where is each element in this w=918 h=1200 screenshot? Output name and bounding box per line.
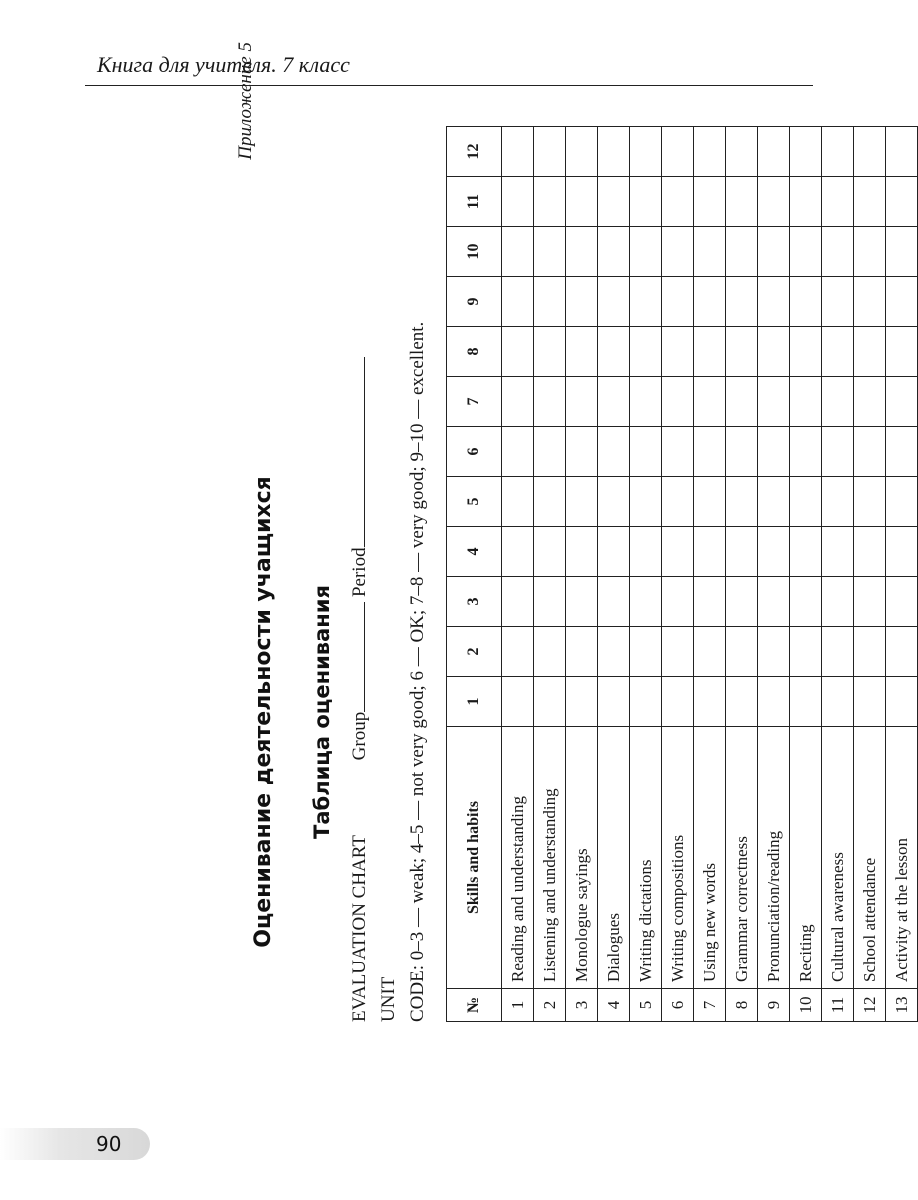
- score-cell: [566, 577, 598, 627]
- skill-name: Cultural awareness: [822, 727, 854, 989]
- score-cell: [534, 327, 566, 377]
- score-cell: [822, 277, 854, 327]
- score-cell: [534, 627, 566, 677]
- score-cell: [886, 377, 918, 427]
- score-cell: [758, 527, 790, 577]
- table-row: [886, 127, 918, 1022]
- column-header-3: 3: [447, 577, 502, 627]
- table-row: [822, 127, 854, 1022]
- skill-name: Reading and understanding: [502, 727, 534, 989]
- score-cell: [534, 127, 566, 177]
- score-cell: [662, 477, 694, 527]
- score-cell: [662, 127, 694, 177]
- column-header-8: 8: [447, 327, 502, 377]
- score-cell: [822, 677, 854, 727]
- score-cell: [694, 127, 726, 177]
- score-cell: [694, 277, 726, 327]
- table-row: [630, 127, 662, 1022]
- score-cell: [822, 227, 854, 277]
- score-cell: [566, 477, 598, 527]
- score-cell: [534, 177, 566, 227]
- score-cell: [566, 177, 598, 227]
- code-line: [407, 322, 429, 1022]
- column-header-9: 9: [447, 277, 502, 327]
- score-cell: [726, 627, 758, 677]
- table-row: [662, 127, 694, 1022]
- score-cell: [886, 177, 918, 227]
- score-cell: [694, 627, 726, 677]
- rotated-content: [227, 42, 911, 1162]
- score-cell: [630, 577, 662, 627]
- score-cell: [886, 627, 918, 677]
- score-cell: [822, 127, 854, 177]
- score-cell: [854, 477, 886, 527]
- score-cell: [758, 227, 790, 277]
- row-number: 5: [630, 989, 662, 1022]
- score-cell: [694, 577, 726, 627]
- score-cell: [630, 327, 662, 377]
- period-blank: [348, 357, 365, 547]
- score-cell: [694, 527, 726, 577]
- score-cell: [534, 577, 566, 627]
- score-cell: [822, 527, 854, 577]
- row-number: 3: [566, 989, 598, 1022]
- score-cell: [534, 677, 566, 727]
- unit-line: [378, 977, 400, 1022]
- score-cell: [854, 177, 886, 227]
- score-cell: [630, 427, 662, 477]
- score-cell: [854, 677, 886, 727]
- score-cell: [726, 227, 758, 277]
- score-cell: [630, 677, 662, 727]
- page-title: Оценивание деятельности учащихся: [251, 476, 276, 948]
- score-cell: [822, 377, 854, 427]
- score-cell: [854, 377, 886, 427]
- score-cell: [566, 277, 598, 327]
- score-cell: [726, 527, 758, 577]
- score-cell: [822, 477, 854, 527]
- score-cell: [662, 227, 694, 277]
- score-cell: [886, 577, 918, 627]
- score-cell: [502, 477, 534, 527]
- score-cell: [758, 177, 790, 227]
- score-cell: [726, 377, 758, 427]
- score-cell: [790, 477, 822, 527]
- score-cell: [630, 627, 662, 677]
- score-cell: [598, 477, 630, 527]
- score-cell: [566, 227, 598, 277]
- score-cell: [566, 127, 598, 177]
- score-cell: [886, 477, 918, 527]
- score-cell: [694, 227, 726, 277]
- score-cell: [502, 427, 534, 477]
- score-cell: [758, 377, 790, 427]
- score-cell: [598, 227, 630, 277]
- score-cell: [822, 627, 854, 677]
- table-title: Таблица оценивания: [310, 585, 334, 839]
- score-cell: [694, 677, 726, 727]
- score-cell: [630, 477, 662, 527]
- score-cell: [854, 227, 886, 277]
- score-cell: [534, 277, 566, 327]
- score-cell: [662, 677, 694, 727]
- score-cell: [502, 227, 534, 277]
- row-number: 13: [886, 989, 918, 1022]
- row-number: 10: [790, 989, 822, 1022]
- score-cell: [502, 277, 534, 327]
- score-cell: [598, 527, 630, 577]
- score-cell: [566, 677, 598, 727]
- score-cell: [790, 227, 822, 277]
- row-number: 6: [662, 989, 694, 1022]
- score-cell: [758, 427, 790, 477]
- column-header-11: 11: [447, 177, 502, 227]
- score-cell: [598, 577, 630, 627]
- table-row: [790, 127, 822, 1022]
- score-cell: [758, 577, 790, 627]
- skill-name: Using new words: [694, 727, 726, 989]
- skill-name: Dialogues: [598, 727, 630, 989]
- evaluation-table: [446, 126, 918, 1022]
- score-cell: [790, 427, 822, 477]
- score-cell: [790, 527, 822, 577]
- score-cell: [662, 627, 694, 677]
- score-cell: [726, 177, 758, 227]
- column-header-2: 2: [447, 627, 502, 677]
- score-cell: [822, 577, 854, 627]
- score-cell: [790, 177, 822, 227]
- table-row: [758, 127, 790, 1022]
- appendix-label: Приложение 5: [235, 42, 256, 160]
- score-cell: [726, 477, 758, 527]
- skill-name: Activity at the lesson: [886, 727, 918, 989]
- score-cell: [854, 277, 886, 327]
- skill-name: Grammar correctness: [726, 727, 758, 989]
- score-cell: [726, 677, 758, 727]
- score-cell: [566, 377, 598, 427]
- score-cell: [598, 277, 630, 327]
- score-cell: [598, 377, 630, 427]
- score-cell: [854, 627, 886, 677]
- score-cell: [758, 127, 790, 177]
- score-cell: [566, 527, 598, 577]
- column-header-5: 5: [447, 477, 502, 527]
- row-number: 9: [758, 989, 790, 1022]
- table-row: [598, 127, 630, 1022]
- row-number: 11: [822, 989, 854, 1022]
- score-cell: [566, 327, 598, 377]
- column-header-number: №: [447, 989, 502, 1022]
- score-cell: [630, 527, 662, 577]
- score-cell: [886, 677, 918, 727]
- score-cell: [630, 127, 662, 177]
- score-cell: [854, 427, 886, 477]
- score-cell: [630, 277, 662, 327]
- page-number-tab: [0, 1128, 150, 1160]
- score-cell: [886, 427, 918, 477]
- score-cell: [502, 627, 534, 677]
- score-cell: [886, 127, 918, 177]
- score-cell: [534, 227, 566, 277]
- score-cell: [886, 527, 918, 577]
- score-cell: [534, 527, 566, 577]
- column-header-10: 10: [447, 227, 502, 277]
- skill-name: Monologue sayings: [566, 727, 598, 989]
- group-blank: [348, 602, 365, 712]
- score-cell: [502, 577, 534, 627]
- score-cell: [502, 177, 534, 227]
- score-cell: [694, 427, 726, 477]
- score-cell: [662, 277, 694, 327]
- score-cell: [758, 677, 790, 727]
- score-cell: [886, 227, 918, 277]
- score-cell: [854, 127, 886, 177]
- table-row: [566, 127, 598, 1022]
- score-cell: [726, 327, 758, 377]
- score-cell: [854, 327, 886, 377]
- score-cell: [758, 327, 790, 377]
- score-cell: [630, 227, 662, 277]
- row-number: 1: [502, 989, 534, 1022]
- score-cell: [758, 277, 790, 327]
- table-header-row: [447, 127, 502, 1022]
- score-cell: [566, 427, 598, 477]
- row-number: 8: [726, 989, 758, 1022]
- column-header-7: 7: [447, 377, 502, 427]
- score-cell: [598, 427, 630, 477]
- score-cell: [790, 277, 822, 327]
- page-number: 90: [96, 1132, 122, 1156]
- score-cell: [822, 327, 854, 377]
- table-row: [534, 127, 566, 1022]
- table-row: [854, 127, 886, 1022]
- score-cell: [566, 627, 598, 677]
- row-number: 2: [534, 989, 566, 1022]
- score-cell: [822, 427, 854, 477]
- score-cell: [534, 427, 566, 477]
- score-cell: [662, 527, 694, 577]
- score-cell: [790, 577, 822, 627]
- score-cell: [662, 327, 694, 377]
- running-title: Книга для учителя. 7 класс: [97, 52, 350, 77]
- score-cell: [598, 127, 630, 177]
- score-cell: [726, 577, 758, 627]
- row-number: 12: [854, 989, 886, 1022]
- row-number: 7: [694, 989, 726, 1022]
- score-cell: [886, 327, 918, 377]
- score-cell: [694, 177, 726, 227]
- row-number: 4: [598, 989, 630, 1022]
- column-header-1: 1: [447, 677, 502, 727]
- score-cell: [854, 577, 886, 627]
- score-cell: [822, 177, 854, 227]
- score-cell: [726, 277, 758, 327]
- evaluation-chart-label: EVALUATION CHART: [349, 835, 370, 1022]
- table-row: [694, 127, 726, 1022]
- score-cell: [694, 327, 726, 377]
- column-header-12: 12: [447, 127, 502, 177]
- score-cell: [790, 677, 822, 727]
- score-cell: [694, 477, 726, 527]
- score-cell: [790, 127, 822, 177]
- score-cell: [502, 127, 534, 177]
- score-cell: [598, 177, 630, 227]
- skill-name: School attendance: [854, 727, 886, 989]
- score-cell: [662, 577, 694, 627]
- score-cell: [662, 427, 694, 477]
- score-cell: [758, 627, 790, 677]
- score-cell: [598, 677, 630, 727]
- score-cell: [630, 177, 662, 227]
- score-cell: [726, 127, 758, 177]
- score-cell: [630, 377, 662, 427]
- period-label: Period: [349, 547, 370, 598]
- score-cell: [694, 377, 726, 427]
- score-cell: [502, 677, 534, 727]
- code-text: : 0–3 — weak; 4–5 — not very good; 6 — OK; 7–8 — very good; 9–10 — excellent.: [407, 321, 428, 971]
- score-cell: [758, 477, 790, 527]
- score-cell: [598, 627, 630, 677]
- evaluation-chart-line: [348, 357, 371, 1022]
- skill-name: Writing dictations: [630, 727, 662, 989]
- score-cell: [886, 277, 918, 327]
- score-cell: [598, 327, 630, 377]
- score-cell: [534, 377, 566, 427]
- score-cell: [502, 527, 534, 577]
- score-cell: [502, 377, 534, 427]
- score-cell: [502, 327, 534, 377]
- score-cell: [534, 477, 566, 527]
- skill-name: Reciting: [790, 727, 822, 989]
- score-cell: [854, 527, 886, 577]
- score-cell: [790, 627, 822, 677]
- column-header-skills: Skills and habits: [447, 727, 502, 989]
- unit-label: UNIT: [378, 976, 399, 1022]
- column-header-6: 6: [447, 427, 502, 477]
- score-cell: [790, 327, 822, 377]
- score-cell: [726, 427, 758, 477]
- score-cell: [662, 177, 694, 227]
- group-label: Group: [349, 711, 370, 761]
- skill-name: Pronunciation/reading: [758, 727, 790, 989]
- score-cell: [790, 377, 822, 427]
- column-header-4: 4: [447, 527, 502, 577]
- skill-name: Listening and understanding: [534, 727, 566, 989]
- code-label: CODE: [407, 970, 428, 1022]
- table-row: [502, 127, 534, 1022]
- score-cell: [662, 377, 694, 427]
- skill-name: Writing compositions: [662, 727, 694, 989]
- table-row: [726, 127, 758, 1022]
